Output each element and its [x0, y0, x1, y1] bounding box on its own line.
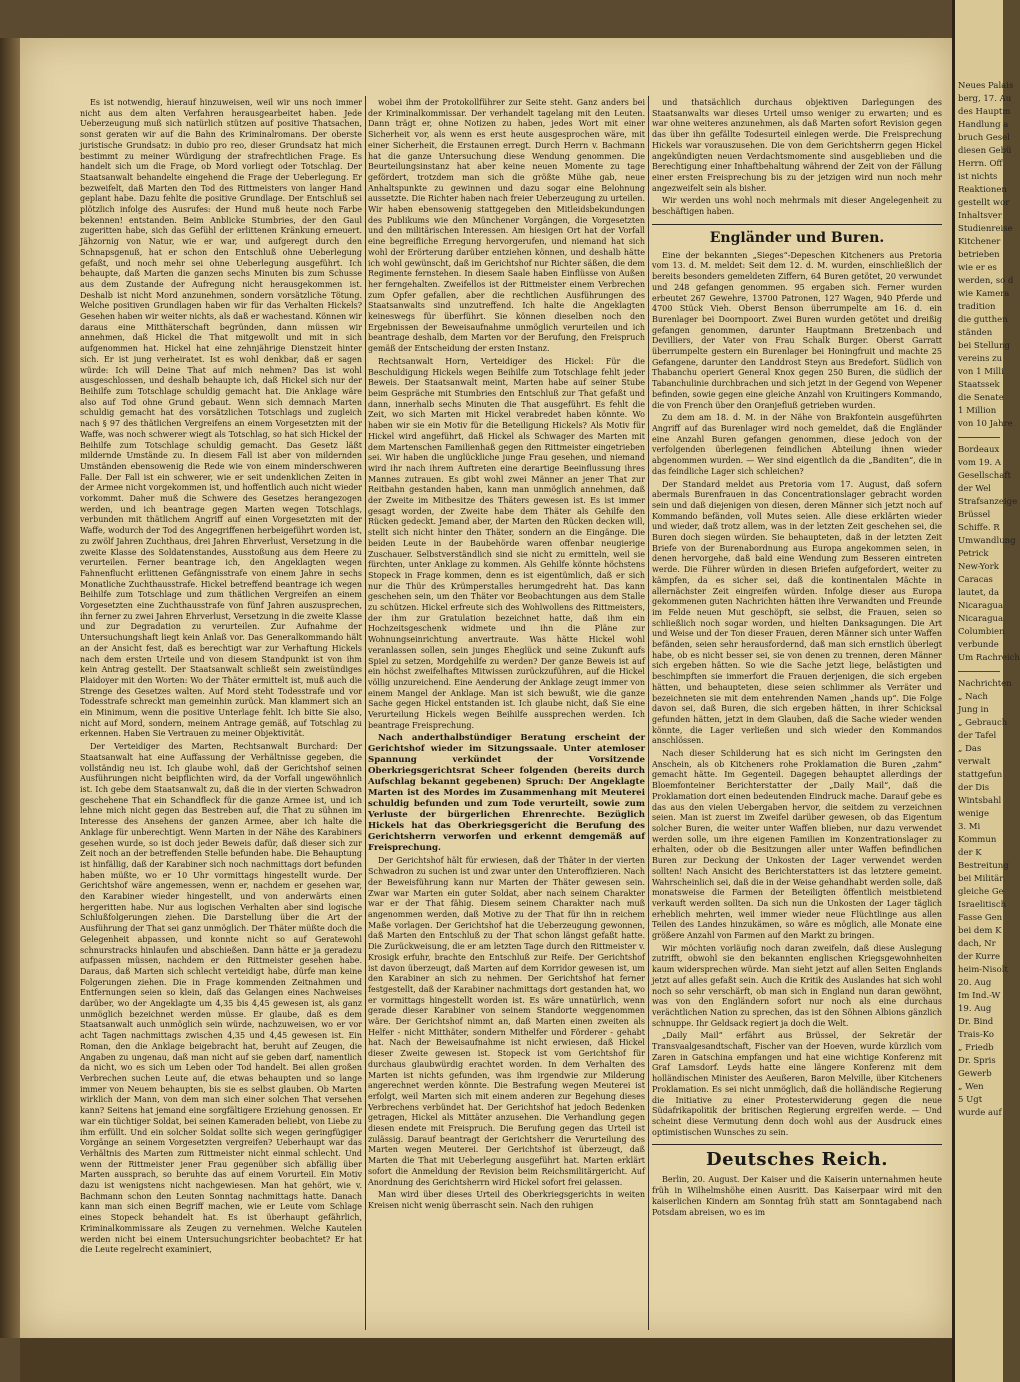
adjacent-page-line: verwalt: [958, 757, 991, 767]
adjacent-page-line: der Dis: [958, 783, 990, 793]
adjacent-page-line: Im Ind.-W: [958, 991, 1001, 1001]
adjacent-page-line: Nachrichten: [958, 679, 1012, 689]
adjacent-page-line: lautet, da: [958, 588, 1000, 598]
article-paragraph: „Daily Mail“ erfährt aus Brüssel, der Sekretär der Transvaalgesandtschaft, Fischer van der Hoeven, wurde kürzlich vom Zaren in Gatschina empfangen und hat eine wichtige Konferenz mit Graf Lamsdorf. Leyds hatte eine längere Konferenz mit dem holländischen Minister des Aeußeren, Baron Melville, über Kitcheners Proklamation. Es sei nicht unmöglich, daß die holländische Regierung die Initiative zu einer Protesterwiderung gegen die neue Südafrikapolitik der britischen Regierung ergreifen werde. — Und scheint diese Vermutung denn doch wohl aus der Ausdruck eines optimistischen Wunsches zu sein.: [652, 1031, 942, 1137]
adjacent-page-line: Israelitisch: [958, 900, 1007, 910]
binding-edge: [0, 38, 22, 1338]
adjacent-page-line: wenige: [958, 809, 989, 819]
adjacent-page-line: Wintsbahl: [958, 796, 1002, 806]
adjacent-page-line: betrieben: [958, 250, 1000, 260]
adjacent-page-line: Kitchener: [958, 237, 1001, 247]
adjacent-page-line: Dr. Spris: [958, 1056, 996, 1066]
adjacent-page-line: New-York: [958, 562, 999, 572]
adjacent-page-line: Reaktionen: [958, 185, 1007, 195]
adjacent-page-line: vereins zu: [958, 354, 1003, 364]
adjacent-page-line: werden, so d: [958, 276, 1014, 286]
article-paragraph: Es ist notwendig, hierauf hinzuweisen, weil wir uns noch immer nicht aus dem alten Verfahren herausgearbeitet haben. Jede Ueberzeugung muß sich natürlich stützen auf positive Thatsachen, sonst geraten wir auf die Bahn des Kriminalromans. Der oberste juristische Grundsatz: in dubio pro reo, dieser Grundsatz hat mich bestimmt zu meiner Würdigung der strafrechtlichen Frage. Es handelt sich um die Frage, ob Mord vorliegt oder Totschlag. Der Staatsanwalt behandelte eingehend die Frage der Ueberlegung. Er bezweifelt, daß Marten den Tod des Rittmeisters von langer Hand geplant habe. Dazu fehlte die positive Grundlage. Der Entschluß sei plötzlich infolge des Ausrufes: der Hund muß heute noch Farbe bekennen! entstanden. Beim Anblicke Stumbries, der den Gaul zugeritten habe, sich das Gefühl der erlittenen Kränkung erneuert. Jähzornig von Natur, wie er war, und aufgeregt durch den Schnapsgenuß, hat er schon den Entschluß ohne Ueberlegung gefaßt, und noch mehr sei ohne Ueberlegung ausgeführt. Ich behaupte, daß Marten die ganzen sechs Minuten bis zum Schusse aus dem Zustande der Aufregung nicht herausgekommen ist. Deshalb ist nicht Mord anzunehmen, sondern vorsätzliche Tötung. Welche positiven Grundlagen haben wir für das Verhalten Hickels? Gesehen haben wir weiter nichts, als daß er wachestand. Können wir daraus eine Mitthäterschaft begründen, dann müssen wir annehmen, daß Hickel die That mitgewollt und mit in sich aufgenommen hat. Hickel hat eine zehnjährige Dienstzeit hinter sich. Er ist jung verheiratet. Ist es wohl denkbar, daß er sagen würde: Ich will Deine That auf mich nehmen? Das ist wohl ausgeschlossen, und deshalb behaupte ich, daß Hickel sich nur der Beihilfe zum Totschlage schuldig gemacht hat. Die Anklage wäre also auf Tod ohne Grund gebaut. Wenn sich demnach Marten schuldig gemacht hat des vorsätzlichen Totschlags und zugleich nach § 97 des thätlichen Vergreifens an einem Vorgesetzten mit der Waffe, was noch schwerer wiegt als Totschlag, so hat sich Hickel der Beihilfe zum Totschlage schuldig gemacht. Das Gesetz läßt mildernde Umstände zu. In diesem Fall ist aber von mildernden Umständen ebensowenig die Rede wie von einem minderschweren Falle. Der Fall ist ein schwerer, wie er seit undenklichen Zeiten in der Armee nicht vorgekommen ist, und hoffentlich auch nicht wieder vorkommt. Daher muß die Schwere des Gesetzes herangezogen werden, und ich beantrage gegen Marten wegen Totschlags, verbunden mit thätlichem Angriff auf einen Vorgesetzten mit der Waffe, wodurch der Tod des Angegriffenen herbeigeführt worden ist, zu zwölf Jahren Zuchthaus, drei Jahren Ehrverlust, Versetzung in die zweite Klasse des Soldatenstandes, Ausstoßung aus dem Heere zu verurteilen. Ferner beantrage ich, den Angeklagten wegen Fahnenflucht erlittenen Gefängnisstrafe von einem Jahre in sechs Monatliche Zuchthausstrafe. Hickel betreffend beantrage ich wegen Beihilfe zum Totschlage und zum thätlichen Vergreifen an einem Vorgesetzten eine Zuchthausstrafe von fünf Jahren auszusprechen, ihn ferner zu zwei Jahren Ehrverlust, Versetzung in die zweite Klasse und zur Degradation zu verurteilen. Zur Aufnahme der Untersuchungshaft liegt kein Anlaß vor. Das Generalkommando hält an der Ansicht fest, daß es berechtigt war zur Verhaftung Hickels nach dem ersten Urteile und von diesem Standpunkt ist von ihm kein Antrag gestellt. Der Staatsanwalt schließt sein zweistündiges Plaidoyer mit den Worten: Wo der Thäter ermittelt ist, muß auch die Strenge des Gesetzes walten. Auf Mord steht Todesstrafe und vor Todesstrafe schreckt man gemeinhin zurück. Man klammert sich an ein Minimum, wenn die positive Unterlage fehlt. Ich bitte Sie also, nicht auf Mord, sondern, meinem Antrage gemäß, auf Totschlag zu erkennen. Haben Sie Vertrauen zu meiner Objektivität.: [80, 98, 362, 739]
section-headline: Deutsches Reich.: [705, 1149, 889, 1171]
article-paragraph: Rechtsanwalt Horn, Verteidiger des Hickel: Für die Beschuldigung Hickels wegen Beihilfe zum Totschlage fehlt jeder Beweis. Der Staatsanwalt meint, Marten habe auf seiner Stube beim Gespräche mit Stumbries den Entschluß zur That gefaßt und dann, innerhalb sechs Minuten die That ausgeführt. Es fehlt die Zeit, wo sich Marten mit Hickel verabredet haben könnte. Wo haben wir sie ein Motiv für die Beteiligung Hickels? Als Motiv für Hickel wird angeführt, daß Hickel als Schwager des Marten mit dem Martenschen Familienhaß gegen den Rittmeister eingetrieben sei. Wir haben die unglückliche junge Frau gesehen, und niemand wird ihr nach ihrem Auftreten eine derartige Beeinflussung ihres Mannes zutrauen. Es gibt wohl zwei Männer an jener That zur Reitbahn gestanden haben, kann man unmöglich annehmen, daß der Zweite im Mitbesitze des Thäters gewesen ist. Es ist immer gesagt worden, der Zweite habe dem Thäter als Gehilfe den Rücken gedeckt. Jemand aber, der Marten den Rücken decken will, stellt sich nicht hinter den Thäter, sondern an die Eingänge. Die beiden Leute in der Baubehörde waren offenbar neugierige Zuschauer. Selbstverständlich sind sie nicht zu ermitteln, weil sie fürchten, unter Anklage zu kommen. Als Gehilfe könnte höchstens Stopeck in Frage kommen, denn es ist eigentümlich, daß er sich nur die Thür des Krümperstalles herumgedreht hat. Das kann geschehen sein, um den Thäter vor Beobachtungen aus dem Stalle zu schützen. Hickel erfreute sich des Wohlwollens des Rittmeisters, der ihm zur Gratulation bezeichnet hatte, daß ihm ein Hochzeitsgeschenk widmete und ihn die Pläne zur Wohnungseinrichtung anvertraute. Was hätte Hickel wohl veranlassen sollen, sein junges Eheglück und seine Zukunft aufs Spiel zu setzen, Mordgehilfe zu werden? Der ganze Beweis ist auf ein höchst zweifelhaftes Mitwissen zurückzuführen, auf die Hickel völlig unzureichend. Eine Aenderung der Anklage zeugt immer von einem Mangel der Anklage. Man ist sich bewußt, wie die ganze Sache gegen Hickel entstanden ist. Ich glaube nicht, daß Sie eine Verurteilung Hickels wegen Beihilfe aussprechen werden. Ich beantrage Freisprechung.: [368, 356, 645, 730]
adjacent-page-rule: [958, 437, 1000, 438]
adjacent-page-line: vom 19. A: [958, 458, 1002, 468]
adjacent-page-line: Bordeaux: [958, 445, 1000, 455]
adjacent-page-line: Umwandlung: [958, 536, 1016, 546]
adjacent-page-line: „ Gebrauch: [958, 718, 1008, 728]
adjacent-page-line: der Kurre: [958, 952, 1001, 962]
adjacent-page-line: gestellt wor: [958, 198, 1010, 208]
adjacent-page-line: dach, Nr: [958, 939, 996, 949]
adjacent-page-line: ist nichts: [958, 172, 998, 182]
adjacent-page-line: Herrn. Off: [958, 159, 1003, 169]
adjacent-page-line: heim-Nisolt: [958, 965, 1008, 975]
adjacent-page-line: bei Stellung: [958, 341, 1010, 351]
section-headline: Engländer und Buren.: [709, 229, 885, 246]
column-3: [652, 98, 942, 1334]
adjacent-page-line: Handlung a: [958, 120, 1009, 130]
adjacent-page-line: Um Rachreich: [958, 653, 1020, 663]
article-paragraph: Nach dieser Schilderung hat es sich nicht im Geringsten den Anschein, als ob Kitcheners rohe Proklamation die Buren „zahm“ gemacht hätte. Im Gegenteil. Dagegen behauptet allerdings der Bloemfonteiner Berichterstatter der „Daily Mail“, daß die Proklamation dort einen bedeutenden Eindruck mache. Darauf gebe es das aus den vielen Uebergaben hervor, die seitdem zu verzeichnen seien. Man ist zuerst im Zweifel darüber gewesen, ob das Eigentum solcher Buren, die weiter unter Waffen blieben, nur dazu verwendet werden solle, um ihre eigenen Familien im Konzentrationslager zu erhalten, oder ob die Besitzungen aller unter Waffen befindlichen Buren zur Deckung der Unkosten der Lager verwendet werden sollten! Nach Ansicht des Berichterstatters ist das letztere gemeint. Wahrscheinlich sei, daß die in der Weise gehandhabt werden solle, daß monatsweise die Farmen der Beteiligten öffentlich meistbietend verkauft werden sollten. Da sich nun die Unkosten der Lager täglich erheblich mehrten, weil immer wieder neue Flüchtlinge aus allen Teilen des Landes hinzukämen, so wäre es möglich, alle Monate eine größere Anzahl von Farmen auf den Markt zu bringen.: [652, 749, 942, 941]
adjacent-page-line: „ Das: [958, 744, 982, 754]
adjacent-page-line: bei dem K: [958, 926, 1002, 936]
adjacent-page-line: 1 Million: [958, 406, 997, 416]
adjacent-page-line: des Hauptm: [958, 107, 1011, 117]
adjacent-page-text: [958, 80, 1020, 1340]
adjacent-page-line: der Tafel: [958, 731, 997, 741]
adjacent-page-line: Gewerb: [958, 1069, 992, 1079]
adjacent-page-line: diesen Gebü: [958, 146, 1012, 156]
adjacent-page-line: „ Nach: [958, 692, 988, 702]
adjacent-page-line: von 10 Jahre: [958, 419, 1013, 429]
adjacent-page-rule: [958, 671, 1000, 672]
article-paragraph: Der Gerichtshof hält für erwiesen, daß der Thäter in der vierten Schwadron zu suchen ist und zwar unter den Unteroffizieren. Nach der Beweisführung kann nur Marten der Thäter gewesen sein. Zwar war Marten ein guter Soldat, aber nach seinem Charakter war er der That fähig. Diesem seinem Charakter nach muß angenommen werden, daß Motive zu der That für ihn in reichem Maße vorlagen. Der Gerichtshof hat die Ueberzeugung gewonnen, daß Marten den Entschluß zu der That schon längst gefaßt hatte. Die Zurückweisung, die er am letzten Tage durch den Rittmeister v. Krosigk erfuhr, brachte den Entschluß zur Reife. Der Gerichtshof ist davon überzeugt, daß Marten auf dem Korridor gewesen ist, um den Karabiner an sich zu nehmen. Der Gerichtshof hat ferner festgestellt, daß der Karabiner nachmittags dort gestanden hat, wo er vormittags hingestellt worden ist. Es wäre unnatürlich, wenn gerade dieser Karabiner von seinem Standorte weggenommen wäre. Der Gerichtshof nimmt an, daß Marten einen zweiten als Helfer - nicht Mitthäter, sondern Mithelfer und Förderer - gehabt hat. Nach der Beweisaufnahme ist nicht erwiesen, daß Hickel dieser Zweite gewesen ist. Stopeck ist vom Gerichtshof für durchaus glaubwürdig erachtet worden. In dem Verhalten des Marten ist nichts gefunden, was ihm irgendwie zur Milderung angerechnet werden könnte. Die Bestrafung wegen Meuterei ist erfolgt, weil Marten sich mit einem anderen zur Begehung dieses Verbrechens verbündet hat. Der Gerichtshof hat jedoch Bedenken getragen, Hickel als Mittäter anzusehen. Die Verhandlung gegen diesen endete mit Freispruch. Die Berufung gegen das Urteil ist zulässig. Darauf beantragt der Gerichtsherr die Verurteilung des Marten wegen Meuterei. Der Gerichtshof ist überzeugt, daß Marten die That mit Ueberlegung ausgeführt hat. Marten erklärt sofort die Anmeldung der Revision beim Reichsmilitärgericht. Auf Anordnung des Gerichtsherrn wird Hickel sofort frei gelassen.: [368, 856, 645, 1187]
adjacent-page-line: ständen: [958, 328, 993, 338]
adjacent-page-line: Inhaltsver: [958, 211, 1002, 221]
adjacent-page-line: die Senate: [958, 393, 1004, 403]
adjacent-page-line: Caracas: [958, 575, 993, 585]
adjacent-page-line: Petrick: [958, 549, 989, 559]
article-paragraph: Zu dem am 18. d. M. in der Nähe von Brakfontein ausgeführten Angriff auf das Burenlager wird noch gemeldet, daß die Engländer eine Anzahl Buren gefangen genommen, diese jedoch von der verfolgenden überlegenen feindlichen Abteilung ihnen wieder abgenommen wurden. — Wer sind eigentlich da die „Banditen“, die in das feindliche Lager sich schleichen?: [652, 413, 942, 476]
adjacent-page-line: stattgefun: [958, 770, 1003, 780]
article-paragraph: Der Standard meldet aus Pretoria vom 17. August, daß sofern abermals Burenfrauen in das Concentrationslager gebracht worden sein und daß diejenigen von diesen, deren Männer sich jetzt noch auf Kommando befänden, voll Mutes seien. Alle diese erklärten wieder und wieder, daß trotz allem, was in der letzten Zeit geschehen sei, die Buren doch siegen würden. Sie behaupteten, daß in der letzten Zeit Briefe von der Burenabordnung aus Europa angekommen seien, in denen hervorgehe, daß bald eine Wendung zum Besseren eintreten werde. Die Führer würden in diesen Briefen aufgefordert, weiter zu kämpfen, da es sicher sei, daß die kontinentalen Mächte in allernächster Zeit eingreifen würden. Infolge dieser aus Europa gekommenen guten Nachrichten hätten ihre Verwandten und Freunde im Felde neuen Mut geschöpft, sie selbst, die Frauen, seien so schließlich noch sogar worden, und hielten Danksagungen. Die Art und Weise und der Ton dieser Frauen, deren Männer sich unter Waffen befänden, seien sehr herausfordernd, daß man sich ernstlich überlegt habe, ob es nicht besser sei, sie von denen zu trennen, deren Männer sich ergeben hätten. So wie die Sache jetzt liege, belästigten und beschimpften sie immerfort die Frauen derjenigen, die sich ergeben hätten, und behaupteten, diese seien schlimmer als Verräter und bezeichneten sie mit dem entehrenden Namen „hands up“. Die Folge davon sei, daß Buren, die sich ergeben hätten, in ihrer Schicksal gefunden hätten, jetzt in dem Glauben, daß die Sache wieder wenden könnte, die Lager verließen und sich wieder den Kommandos anschlössen.: [652, 479, 942, 746]
adjacent-page-line: Gesellschaft: [958, 471, 1011, 481]
adjacent-page-line: der Wel: [958, 484, 992, 494]
adjacent-page-line: Columbien: [958, 627, 1005, 637]
adjacent-page-line: 19. Aug: [958, 1004, 992, 1014]
adjacent-page-line: Bestreitung: [958, 861, 1009, 871]
adjacent-page-line: Trais-Ko: [958, 1030, 994, 1040]
adjacent-page-line: Nicaragua: [958, 601, 1004, 611]
column-1: [80, 98, 362, 1334]
adjacent-page-line: „ Friedb: [958, 1043, 994, 1053]
adjacent-page-line: tradition: [958, 302, 996, 312]
adjacent-page-line: bei Militär: [958, 874, 1004, 884]
adjacent-page-line: wie Kamera: [958, 289, 1010, 299]
adjacent-page-line: Kommun: [958, 835, 997, 845]
adjacent-page-line: Staatssek: [958, 380, 1000, 390]
adjacent-page-line: 3. Mi: [958, 822, 981, 832]
adjacent-page-line: Neues Palais: [958, 81, 1014, 91]
adjacent-page-line: von 1 Milli: [958, 367, 1004, 377]
article-paragraph: Der Verteidiger des Marten, Rechtsanwalt Burchard: Der Staatsanwalt hat eine Auffassung der Verhältnisse gegeben, die vollständig neu ist. Ich glaube wohl, daß der Gerichtshof seinen Ausführungen nicht beipflichten wird, da der Vorfall ungewöhnlich ist. Ich gebe dem Staatsanwalt zu, daß die in der vierten Schwadron geschehene That ein Schandfleck für die ganze Armee ist, und ich lehne mich nicht gegen das Bestreben auf, die That zu sühnen im Interesse des Ansehens der ganzen Armee, aber ich halte die Anklage für unberechtigt. Wenn Marten in der Nähe des Karabiners gesehen wurde, so ist doch jeder Beweis dafür, daß dieser sich zur Zeit noch an der betreffenden Stelle befunden habe. Die Behauptung ist hinfällig, daß der Karabiner sich noch nachmittags dort befunden haben müßte, wo er 10 Uhr vormittags hingestellt wurde. Der Gerichtshof wäre angemessen, wenn er, nachdem er gesehen war, den Karabiner wieder hingestellt, und von anderwärts einen hergeritten habe. Nur aus logischen Verhalten aber sind logische Schlußfolgerungen ziehen. Die Darstellung über die Art der Ausführung der That sei ganz unmöglich. Der Thäter müßte doch die Gelegenheit abpassen, und konnte nicht so auf Geratewohl schnurstracks hinlaufen und abschießen. Dann hätte er ja geradezu aufpassen müssen, nachdem er den Rittmeister gesehen habe. Daraus, daß Marten sich schlecht verteidigt habe, dürfe man keine Folgerungen ziehen. Die in Frage kommenden Zeitnahmen und Entfernungen seien so klein, daß das Gelangen eines Nachweises darüber, wo der Angeklagte um 4,35 bis 4,45 gewesen ist, als ganz unmöglich bezeichnet werden müsse. Er glaube, daß es dem Staatsanwalt auch unmöglich sein würde, nachzuweisen, wo er vor acht Tagen nachmittags zwischen 4,35 und 4,45 gewesen ist. Ein Roman, den die Anklage beigebracht hat, beruht auf Zeugen, die Angaben zu ungenau, daß man nicht auf sie geben darf, namentlich da nicht, wo es sich um Leben oder Tod handelt. Bei allen großen Verbrechen suchen Leute auf, die etwas behaupten und so lange immer von Neuem behaupten, bis sie es selbst glauben. Ob Marten wirklich der Mann, von dem man sich einer solchen That versehen kann? Seitens hat jemand eine sorgfältigere Erziehung genossen. Er war ein tüchtiger Soldat, bei seinen Kameraden beliebt, von Liebe zu ihm erfüllt. Und ein solcher Soldat sollte sich wegen geringfügiger Vorgänge an seinem Vorgesetzten vergreifen? Ueberhaupt war das Verhältnis des Marten zum Rittmeister nicht einmal schlecht. Und wenn der Rittmeister jener Frau gegenüber sich abfällig über Marten aussprach, so beruhte das auf einem Vorurteil. Ein Motiv dazu ist wenigstens nicht nachgewiesen. Man hat gehört, wie v. Bachmann schon den Leuten Sonntag nachmittags hatte. Danach kann man sich einen Begriff machen, wie er Leute vom Schlage eines Stopeck behandelt hat. Es ist überhaupt gefährlich, Kriminalkommissare als Zeugen zu vernehmen. Welche Kautelen werden nicht bei einem Untersuchungsrichter beobachtet? Er hat die Leute regelrecht examiniert,: [80, 742, 362, 1255]
adjacent-page-line: der K: [958, 848, 982, 858]
adjacent-page-line: gleiche Ge: [958, 887, 1004, 897]
adjacent-page-line: Strafsanzeige: [958, 497, 1018, 507]
adjacent-page-line: Nicaragua: [958, 614, 1004, 624]
adjacent-page-line: verbunde: [958, 640, 999, 650]
adjacent-page-line: berg, 17. Au: [958, 94, 1012, 104]
column-rule: [365, 96, 366, 1330]
article-paragraph: Eine der bekannten „Sieges“-Depeschen Kitcheners aus Pretoria vom 13. d. M. meldet: Seit dem 12. d. M. wurden, einschließlich der bereits besonders gemeldeten Ziffern, 64 Buren getötet, 20 verwundet und 248 gefangen genommen. 95 ergaben sich. Ferner wurden erbeutet 267 Gewehre, 13700 Patronen, 127 Wagen, 940 Pferde und 4700 Stück Vieh. Oberst Benson überrumpelte am 16. d. ein Burenlager bei Doornpoort. Zwei Buren wurden getötet und dreißig gefangen genommen, darunter Hauptmann Bretzenbach und Devilliers, der Vater von Frau Schalk Burger. Oberst Garratt überrumpelte gestern ein Burenlager bei Honingfruit und machte 25 Gefangene, darunter den Landdrost Steyn aus Bredefort. Südlich von Thabanchu operiert General Knox gegen 250 Buren, die südlich der Tabanchulinie durchbrachen und sich jetzt in der Gegend von Wepener befinden, sowie gegen eine gleiche Anzahl von Kruitingers Kommando, die von French über den Oranjefluß getrieben wurden.: [652, 250, 942, 410]
article-paragraph: Man wird über dieses Urteil des Oberkriegsgerichts in weiten Kreisen nicht wenig überrascht sein. Nach den ruhigen: [368, 1190, 645, 1210]
section-separator: [652, 224, 942, 225]
article-paragraph: Wir werden uns wohl noch mehrmals mit dieser Angelegenheit zu beschäftigen haben.: [652, 196, 942, 217]
adjacent-page-line: Fasse Gen: [958, 913, 1003, 923]
article-paragraph: und thatsächlich durchaus objektiven Darlegungen des Staatsanwalts war dieses Urteil umso weniger zu erwarten; und es war ohne weiteres anzunehmen, als daß Marten sofort Revision gegen das über ihn gefällte Todesurteil einlegen werde. Die Freisprechung Hickels war vorauszusehen. Die von dem Gerichtsherrn gegen Hickel angekündigten neuen Verdachtsmomente sind ausgeblieben und die Berechtigung einer Inhaftbehaltung während der Zeit von der Fällung einer ersten Freisprechung bis zu der jetzigen wird nun noch mehr angezweifelt sein als bisher.: [652, 98, 942, 193]
adjacent-page-line: wurde auf: [958, 1108, 1002, 1118]
adjacent-page-line: Studienreise: [958, 224, 1013, 234]
adjacent-page-line: die gutthen: [958, 315, 1008, 325]
article-paragraph: wobei ihm der Protokollführer zur Seite steht. Ganz anders bei der Kriminalkommissar. Der verhandelt tagelang mit den Leuten. Dann trägt er, ohne Notizen zu haben, jedes Wort mit einer Sicherheit vor, als wenn es erst heute ausgesprochen wäre, mit einer Sicherheit, die Erstaunen erregt. Durch Herrn v. Bachmann hat die ganze Untersuchung diese Wendung genommen. Die Beurteilungsinstanz hat aber keine neuen Momente zu tage gefördert, trotzdem man sich die größte Mühe gab, neue Anhaltspunkte zu gewinnen und dazu sogar eine Belohnung aussetzte. Die Richter haben nach freier Ueberzeugung zu urteilen. Wir haben ebensowenig stattgegeben den Mitleidsbekundungen des Publikums wie den Münchener Vorgängen, die Vorgesetzten und den militärischen Interessen. Am hiesigen Ort hat der Vorfall eine begreifliche Erregung hervorgerufen, und niemand hat sich wohl der Erörterung darüber entziehen können, und deshalb hätte ich wohl gewünscht, daß im Gerichtshof nur Richter säßen, die dem Regimente fernstehen. In diesem Saale haben Einflüsse von Außen her ferngehalten. Zweifellos ist der Rittmeister einem Verbrechen zum Opfer gefallen, aber die rechtlichen Ausführungen des Staatsanwalts sind unzutreffend. Ich halte die Angeklagten keineswegs für überführt. Sie können dieselben noch den Ergebnissen der Beweisaufnahme unmöglich verurteilen und ich beantrage deshalb, dem Marten vor der Berufung, den Freispruch gemäß der Entscheidung der ersten Instanz.: [368, 98, 645, 354]
adjacent-page-line: Brüssel: [958, 510, 991, 520]
column-2: [368, 98, 645, 1334]
adjacent-page-line: 20. Aug: [958, 978, 992, 988]
adjacent-page-line: Jung in: [958, 705, 989, 715]
adjacent-page-line: „ Wen: [958, 1082, 984, 1092]
adjacent-page-line: Dr. Bind: [958, 1017, 994, 1027]
adjacent-page-line: wie er es: [958, 263, 997, 273]
adjacent-page-line: 5 Ugt: [958, 1095, 983, 1105]
verdict-paragraph: Nach anderthalbstündiger Beratung erscheint der Gerichtshof wieder im Sitzungssaale. Unter atemloser Spannung verkündet der Vorsitzende Oberkriegsgerichtsrat Scheer folgenden (bereits durch Aufschlag bekannt gegebenen) Spruch: Der Angeklagte Marten ist des Mordes im Zusammenhang mit Meuterei schuldig befunden und zum Tode verurteilt, sowie zum Verluste der bürgerlichen Ehrenrechte. Bezüglich Hickels hat das Oberkriegsgericht die Berufung des Gerichtsherrn verworfen und erkennt demgemäß auf Freisprechung.: [368, 733, 645, 854]
bottom-shadow: [20, 1338, 952, 1382]
article-paragraph: Berlin, 20. August. Der Kaiser und die Kaiserin unternahmen heute früh in Wilhelmshöhe einen Ausritt. Das Kaiserpaar wird mit den kaiserlichen Kindern am Sonntag früh statt am Sonntagabend nach Potsdam abreisen, wo es im: [652, 1175, 942, 1217]
article-paragraph: Wir möchten vorläufig noch daran zweifeln, daß diese Auslegung zutrifft, obwohl sie den bekannten englischen Kriegsgewohnheiten kaum widersprechen würde. Man sieht jetzt auf allen Seiten Englands jetzt auf alles gefaßt sein. Auch die Kritik des Auslandes hat sich wohl noch so sehr verschärft, ob man sich in England nun daran gewöhnt, was von den Engländern sofort nur noch als eine durchaus verächtlichen Nation zu sprechen, das ist den Söhnen Albions gänzlich schnuppe. Ihr Geldsack regiert ja doch die Welt.: [652, 943, 942, 1028]
section-separator: [652, 1144, 942, 1145]
adjacent-page-line: Schiffe. R: [958, 523, 1000, 533]
column-rule: [648, 96, 649, 1330]
adjacent-page-line: bruch Gesel: [958, 133, 1010, 143]
